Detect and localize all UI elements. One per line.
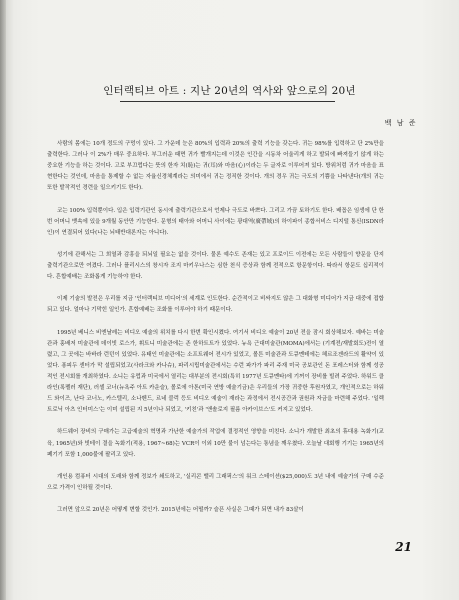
paragraph: 개인용 컴퓨터 시대의 도래와 함께 정보가 쇄도하고, '실리콘 밸리 그래픽스'의 워크 스테이션($25,000)도 3년 내에 예술가의 구매 수준으로 가격이 인하될 것이다. bbox=[47, 473, 384, 491]
paragraph: 성기에 관해서는 그 희열과 감흥을 되뇌일 필요는 없을 것이다. 물론 예수도 존재는 있고 프로이드 이전에는 모든 사람들이 향문을 단지 출력기관으로만 여겼다. 그러나 플리시스의 창시자 조지 마키우나스는 심한 천식 증상과 함께 전적으로 항문항이다. 따라서 항문도 십리적이다. 흔합예배는 조화롭게 기능하야 한다. bbox=[47, 251, 384, 281]
paragraph: 이제 기술의 발전은 우리를 지금 '인터랙티브 미디어'의 세계로 인도한다. 순간적이고 비싸지도 않은 그 대화형 미디어가 지금 대중에 접합되고 있다. 얼마나 기막힌 일인가. 흔합예배는 조화를 이루어야 하기 때문이다. bbox=[47, 296, 384, 314]
article-title: 인터랙티브 아트 : 지난 20년의 역사와 앞으로의 20년 bbox=[103, 85, 356, 97]
paragraph: 1995년 베니스 비엔날레는 비디오 예술의 위치를 다시 한번 확인시켰다. 여기서 비디오 예술이 20년 전을 잠시 회상해보자. 예바는 미술관과 홍배저 미술관에 데이빗 로스가, 휘트니 미술관에는 존 한하트트가 있었다. 뉴욕 근대미술관(MOMA)에서는 (기계전/재발회도)전이 열렸고, 그 곳에는 바바라 런던이 있었다. 유태인 미술관에는 소프트웨어 전시가 있었고, 볼튼 미술관과 도큐멘테에는 헤르조겐라드의 활약이 있었다. 퐁피두 센터가 막 설립되었고(사라크와 카나슈), 파리시립미술관에서는 수런 파가가 파리 주재 미국 공보관인 돈 포레스터와 함께 성공적인 전시회를 개최하였다. 소니는 유럽과 미국에서 열리는 대부분의 전시회(특히 1977년 도큐멘타)에 기꺼이 장비를 빌려 주었다. 하워드 클라인(록펠러 재단), 러셀 코너(뉴욕주 아트 카운슬), 볼로에 아톤(미국 연방 예술기금)은 우리들의 가장 귀중한 후원자였고, 개인적으로는 하워드 와이즈, 난다 코너노, 카스텔리, 소나벤드, 르네 블럭 등도 비디오 예술이 재라는 과정에서 전시공간과 권원과 자금을 마련해 주었다. '일렉트로닉 아츠 인터미스'는 이미 설립된 지 5년이나 되었고, '키친'과 '앤솔로지 필름 아카이브스'도 커지고 있었다. bbox=[47, 329, 384, 414]
title-underline bbox=[120, 101, 335, 102]
page-number: 21 bbox=[395, 540, 412, 554]
paragraph: 사람의 몸에는 10개 정도의 구멍이 있다. 그 가운데 눈은 80%의 입력과 20%의 출력 기능을 갖는다. 귀는 98%를 입력하고 단 2%만을 출력한다. 그러나 이 2%가 매우 중요하다. 부그러운 때면 귀가 빨개지는데 이것은 인간을 시동차 어울리게 하고 발되에 빠져들기 않게 하는 중요한 기능을 하는 것이다. 고로 부끄럽다는 뜻의 한자 치(恥)는 귀(耳)와 마음(心)이라는 두 글자로 이루어져 있다. 방위처럼 귀가 마음을 표현한다는 것인데, 마음을 통제할 수 없는 자율신경체계라는 의미에서 귀는 정직한 것이다. 개의 경우 귀는 극도의 기쁨을 나타낸다(개의 귀는 또한 발작적인 경련을 일으키기도 한다). bbox=[47, 141, 384, 192]
paragraph: 하드웨어 장비의 구매가는 고급예술의 혁명과 가난한 예술가의 작업에 결정적인 영향을 미친다. 소니가 개발한 최초의 휴대용 녹화기(교육, 1965년)와 빗테이 결을 녹화기(적용, 1967~68)는 VCR이 이외 10만 불이 넘는다는 통념을 깨우쳤다. 오늘날 대회행 기기는 1965년의 폐기기 포함 1,000불에 팔리고 있다. bbox=[47, 429, 384, 458]
article-body bbox=[47, 139, 384, 516]
paragraph: 코는 100% 입력뿐이다. 입은 입력기관인 동시에 출력기관으로서 언제나 극도로 바쁘다. 그리고 가끔 토하기도 한다. 배꼽은 임생에 단 한번 어머니 뱃속에 있을 9개월 동안만 기능한다. 문형의 태아와 어머니 사이에는 광대역(廣帶域)의 하이파이 종합서비스 디지털 통신(ISDN라인)이 연결되어 있다(나는 뇌태반대론자는 아니다). bbox=[47, 207, 384, 236]
paragraph: 그러면 앞으로 20년은 어떻게 변할 것인가. 2015년에는 어떨까? 슬픈 사실은 그때가 되면 내가 83살이 bbox=[57, 507, 304, 514]
article-author: 백 남 준 bbox=[384, 119, 417, 127]
